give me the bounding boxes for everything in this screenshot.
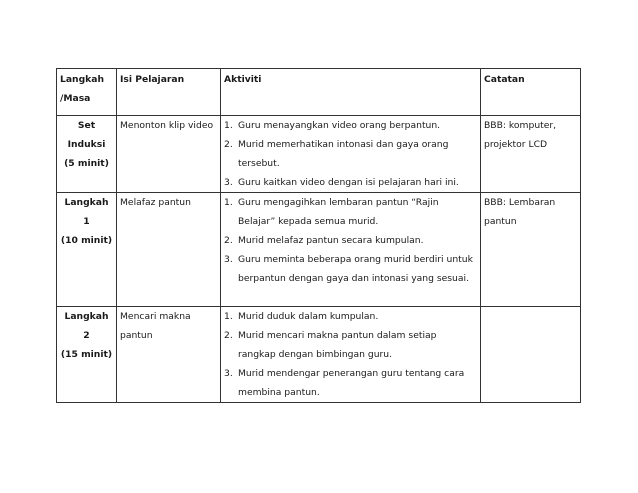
header-row <box>57 69 581 116</box>
notes-cell: BBB: Lembaran pantun <box>481 193 581 307</box>
item-text: Murid duduk dalam kumpulan. <box>238 311 379 322</box>
step-label: Langkah 1 <box>64 197 109 227</box>
activity-cell <box>221 116 481 193</box>
content-cell: Melafaz pantun <box>117 193 221 307</box>
step-duration: (5 minit) <box>64 158 109 169</box>
notes-cell: BBB: komputer, projektor LCD <box>481 116 581 193</box>
content-cell: Menonton klip video <box>117 116 221 193</box>
content-cell: Mencari makna pantun <box>117 307 221 403</box>
activity-cell <box>221 307 481 403</box>
item-text: Murid melafaz pantun secara kumpulan. <box>238 235 424 246</box>
notes-cell <box>481 307 581 403</box>
item-number: 2. <box>224 235 233 246</box>
activity-list <box>224 193 477 288</box>
activity-cell <box>221 193 481 307</box>
list-item <box>224 193 477 231</box>
list-item <box>224 173 477 192</box>
item-text: Murid mencari makna pantun dalam setiap rangkap dengan bimbingan guru. <box>238 330 437 360</box>
item-number: 3. <box>224 177 233 188</box>
header-activity: Aktiviti <box>221 69 481 116</box>
item-text: Murid memerhatikan intonasi dan gaya orang tersebut. <box>238 139 449 169</box>
header-content: Isi Pelajaran <box>117 69 221 116</box>
table-row <box>57 193 581 307</box>
lesson-plan-table <box>56 68 581 403</box>
item-number: 1. <box>224 311 233 322</box>
item-text: Guru meminta beberapa orang murid berdiri untuk berpantun dengan gaya dan intonasi yang sesuai. <box>238 254 473 284</box>
item-number: 3. <box>224 254 233 265</box>
item-text: Murid mendengar penerangan guru tentang cara membina pantun. <box>238 368 465 398</box>
header-step-line2: /Masa <box>60 93 91 104</box>
item-number: 1. <box>224 197 233 208</box>
list-item <box>224 250 477 288</box>
table-row <box>57 116 581 193</box>
step-label: Langkah 2 <box>64 311 109 341</box>
step-cell <box>57 307 117 403</box>
list-item <box>224 326 477 364</box>
step-cell <box>57 193 117 307</box>
header-step-time <box>57 69 117 116</box>
list-item <box>224 135 477 173</box>
step-cell <box>57 116 117 193</box>
list-item <box>224 307 477 326</box>
list-item <box>224 231 477 250</box>
item-number: 1. <box>224 120 233 131</box>
item-text: Guru kaitkan video dengan isi pelajaran hari ini. <box>238 177 459 188</box>
activity-list <box>224 116 477 192</box>
table-row <box>57 307 581 403</box>
header-step-line1: Langkah <box>60 74 105 85</box>
item-text: Guru mengagihkan lembaran pantun “Rajin Belajar” kepada semua murid. <box>238 197 439 227</box>
activity-list <box>224 307 477 402</box>
step-duration: (15 minit) <box>60 349 113 360</box>
step-label: Set Induksi <box>67 120 106 150</box>
item-text: Guru menayangkan video orang berpantun. <box>238 120 441 131</box>
list-item <box>224 116 477 135</box>
item-number: 3. <box>224 368 233 379</box>
item-number: 2. <box>224 330 233 341</box>
list-item <box>224 364 477 402</box>
item-number: 2. <box>224 139 233 150</box>
header-notes: Catatan <box>481 69 581 116</box>
step-duration: (10 minit) <box>60 235 113 246</box>
